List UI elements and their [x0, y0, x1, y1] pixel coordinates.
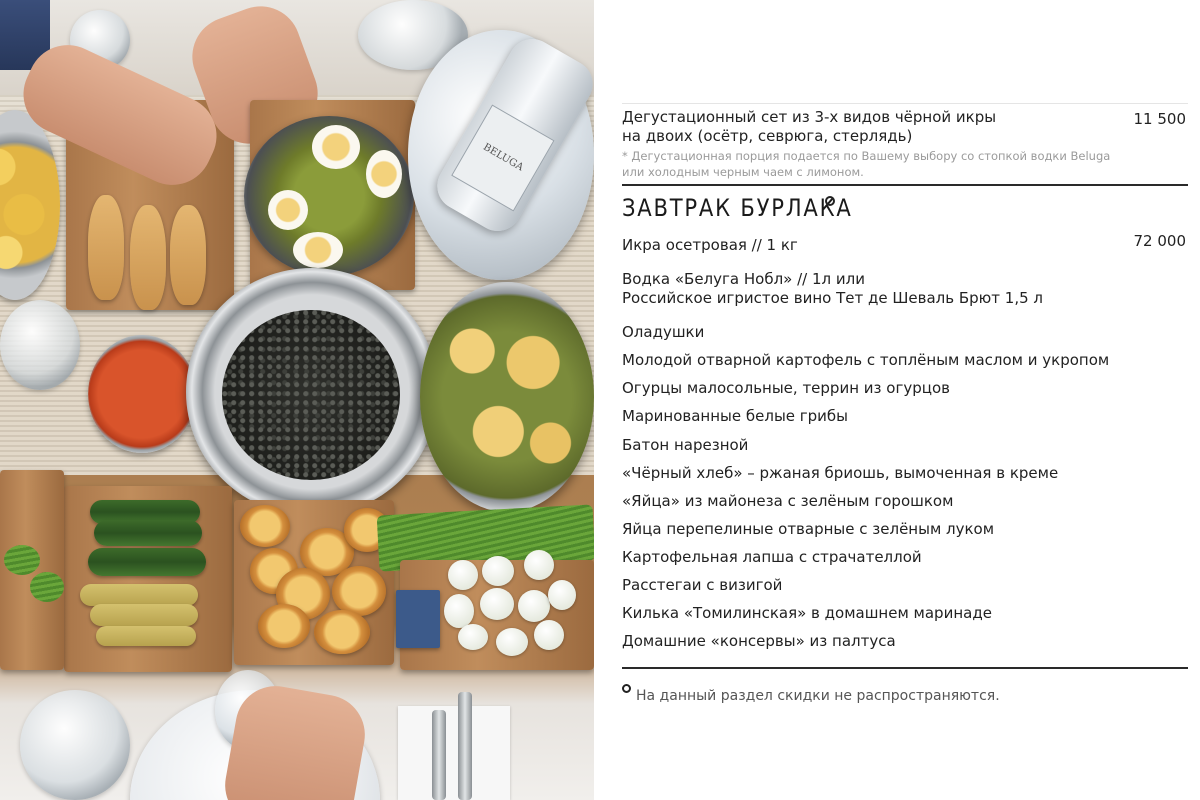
menu-item: Картофельная лапша с страчателлой [622, 548, 922, 566]
pastry [240, 505, 290, 547]
black-caviar [222, 310, 400, 480]
quail-egg [534, 620, 564, 650]
pickle [90, 604, 198, 626]
menu-item: «Чёрный хлеб» – ржаная бриошь, вымоченная в креме [622, 464, 1059, 482]
jar [0, 300, 80, 390]
quail-egg [480, 588, 514, 620]
menu-item: Расстегаи с визигой [622, 576, 783, 594]
quail-egg [524, 550, 554, 580]
egg [366, 150, 402, 198]
tasting-set-price: 11 500 [1133, 110, 1186, 128]
pastry [258, 604, 310, 648]
tasting-set-note: * Дегустационная порция подается по Вашему выбору со стопкой водки Beluga [622, 149, 1111, 163]
pastry [314, 610, 370, 654]
cucumber [88, 548, 206, 576]
quail-egg [482, 556, 514, 586]
menu-column [594, 0, 1200, 800]
section-marker-icon [825, 196, 835, 206]
menu-item: Молодой отварной картофель с топлёным маслом и укропом [622, 351, 1110, 369]
bottle-label: BELUGA [451, 105, 554, 212]
glass [20, 690, 130, 800]
quail-egg [444, 594, 474, 628]
napkin [398, 706, 510, 800]
tasting-set-name-cont: на двоих (осётр, севрюга, стерлядь) [622, 127, 913, 145]
pickle [80, 584, 198, 606]
cucumber-roll [4, 545, 40, 575]
egg [312, 125, 360, 169]
menu-item: Огурцы малосольные, террин из огурцов [622, 379, 950, 397]
butter-box [396, 590, 440, 648]
menu-item: Домашние «консервы» из палтуса [622, 632, 896, 650]
main-item-name: Икра осетровая // 1 кг [622, 236, 798, 254]
quail-egg [448, 560, 478, 590]
pastry [332, 566, 386, 616]
quail-egg [548, 580, 576, 610]
tasting-set-name: Дегустационный сет из 3-х видов чёрной икры [622, 108, 997, 126]
drinks-line: Российское игристое вино Тет де Шеваль Брют 1,5 л [622, 289, 1044, 307]
potatoes-pan [420, 282, 594, 512]
egg [268, 190, 308, 230]
food-photo [0, 0, 594, 800]
egg [293, 232, 343, 268]
menu-item: Маринованные белые грибы [622, 407, 849, 425]
menu-item: Батон нарезной [622, 436, 749, 454]
dumpling [130, 205, 166, 310]
footer-note: На данный раздел скидки не распространяются. [636, 688, 1000, 704]
menu-item: Яйца перепелиные отварные с зелёным луком [622, 520, 995, 538]
dumpling [170, 205, 206, 305]
pickle [96, 626, 196, 646]
section-title: ЗАВТРАК БУРЛАКА [622, 194, 853, 222]
main-item-price: 72 000 [1133, 232, 1186, 250]
quail-egg [458, 624, 488, 650]
quail-egg [518, 590, 550, 622]
menu-item: «Яйца» из майонеза с зелёным горошком [622, 492, 954, 510]
tomato-tin [88, 335, 196, 453]
footer-marker-icon [622, 684, 631, 693]
menu-item: Оладушки [622, 323, 705, 341]
section-divider [622, 184, 1188, 186]
menu-item: Килька «Томилинская» в домашнем маринаде [622, 604, 992, 622]
top-divider [622, 103, 1188, 104]
knife [458, 692, 472, 800]
drinks-line: Водка «Белуга Нобл» // 1л или [622, 270, 865, 288]
tasting-set-note-cont: или холодным черным чаем с лимоном. [622, 165, 864, 179]
dumpling [88, 195, 124, 300]
quail-egg [496, 628, 528, 656]
fork [432, 710, 446, 800]
cucumber-roll [30, 572, 64, 602]
cucumber [94, 520, 202, 546]
footer-divider [622, 667, 1188, 669]
